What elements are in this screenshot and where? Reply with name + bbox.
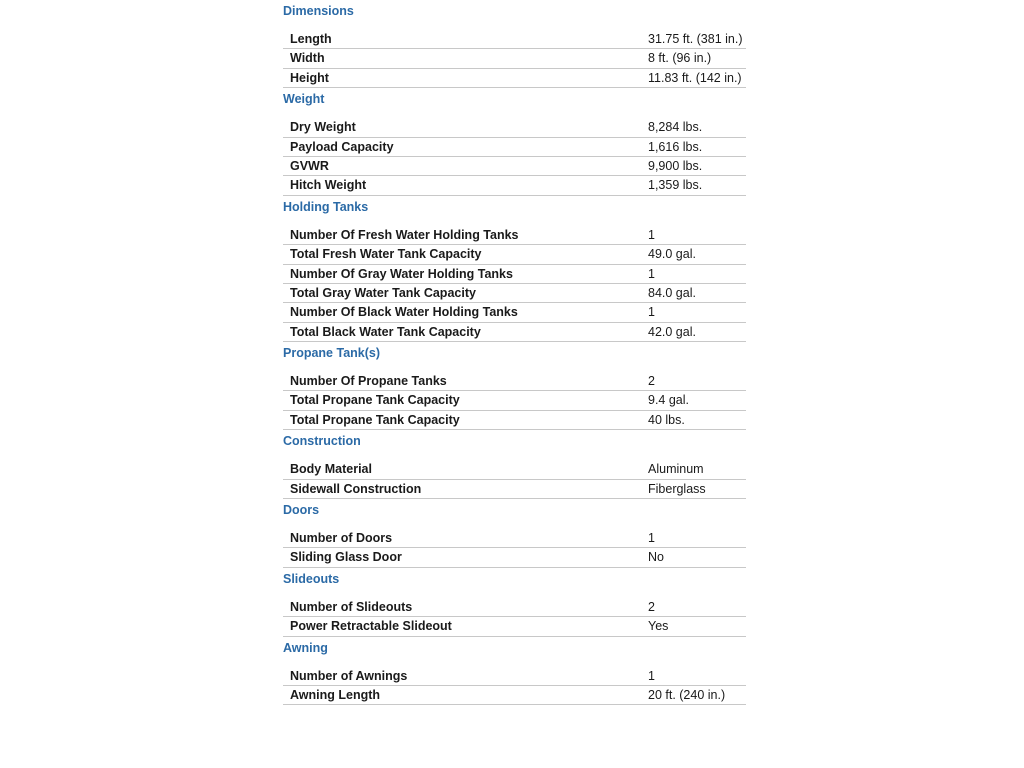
- spec-row: [283, 176, 746, 195]
- spec-value: Fiberglass: [648, 481, 706, 496]
- spec-label: Number of Slideouts: [290, 599, 413, 614]
- spec-row: [283, 460, 746, 479]
- spec-value: 42.0 gal.: [648, 324, 696, 339]
- spec-label: Number of Doors: [290, 531, 393, 546]
- spec-row: [283, 667, 746, 686]
- spec-section-awning: [283, 637, 746, 706]
- spec-label: Sliding Glass Door: [290, 550, 402, 565]
- spec-row: [283, 548, 746, 567]
- spec-row: [283, 411, 746, 430]
- spec-section-dimensions: [283, 0, 746, 88]
- spec-section-holding-tanks: [283, 196, 746, 342]
- spec-value: 1: [648, 668, 655, 683]
- spec-label: Number Of Gray Water Holding Tanks: [290, 266, 513, 281]
- spec-label: GVWR: [290, 158, 329, 173]
- spec-row: [283, 617, 746, 636]
- spec-row: [283, 686, 746, 705]
- section-heading: Slideouts: [283, 571, 340, 586]
- spec-row: [283, 245, 746, 264]
- section-heading: Propane Tank(s): [283, 346, 381, 361]
- spec-value: 9.4 gal.: [648, 393, 690, 408]
- spec-label: Total Gray Water Tank Capacity: [290, 285, 476, 300]
- spec-label: Payload Capacity: [290, 139, 394, 154]
- spec-row: [283, 323, 746, 342]
- spec-section-construction: [283, 430, 746, 499]
- spec-section-doors: [283, 499, 746, 568]
- spec-value: 1: [648, 227, 655, 242]
- spec-label: Body Material: [290, 462, 372, 477]
- spec-value: 40 lbs.: [648, 412, 685, 427]
- spec-sheet: [283, 0, 746, 705]
- spec-label: Total Propane Tank Capacity: [290, 393, 460, 408]
- spec-label: Total Fresh Water Tank Capacity: [290, 247, 482, 262]
- spec-label: Number Of Black Water Holding Tanks: [290, 305, 518, 320]
- spec-value: 2: [648, 599, 655, 614]
- spec-value: 1,359 lbs.: [648, 178, 703, 193]
- spec-label: Awning Length: [290, 687, 381, 702]
- spec-row: [283, 265, 746, 284]
- spec-value: 1: [648, 531, 655, 546]
- spec-row: [283, 157, 746, 176]
- spec-row: [283, 118, 746, 137]
- spec-row: [283, 226, 746, 245]
- spec-label: Length: [290, 32, 332, 46]
- spec-label: Hitch Weight: [290, 178, 367, 193]
- spec-label: Sidewall Construction: [290, 481, 422, 496]
- spec-value: 2: [648, 374, 655, 389]
- spec-label: Height: [290, 70, 329, 85]
- spec-section-propane-tank-s: [283, 342, 746, 430]
- spec-row: [283, 529, 746, 548]
- spec-value: 1: [648, 305, 655, 320]
- spec-value: 8,284 lbs.: [648, 120, 703, 135]
- spec-row: [283, 69, 746, 88]
- spec-label: Width: [290, 51, 325, 66]
- spec-row: [283, 598, 746, 617]
- spec-value: 20 ft. (240 in.): [648, 687, 726, 702]
- spec-row: [283, 138, 746, 157]
- spec-value: Aluminum: [648, 462, 704, 477]
- section-heading: Holding Tanks: [283, 199, 369, 214]
- spec-row: [283, 49, 746, 68]
- spec-value: 84.0 gal.: [648, 285, 696, 300]
- spec-value: 31.75 ft. (381 in.): [648, 32, 743, 46]
- spec-value: 1,616 lbs.: [648, 139, 703, 154]
- spec-label: Power Retractable Slideout: [290, 619, 452, 634]
- spec-section-weight: [283, 88, 746, 196]
- spec-label: Total Black Water Tank Capacity: [290, 324, 481, 339]
- spec-value: 49.0 gal.: [648, 247, 696, 262]
- spec-row: [283, 372, 746, 391]
- spec-value: 1: [648, 266, 655, 281]
- spec-row: [283, 391, 746, 410]
- spec-value: 8 ft. (96 in.): [648, 51, 712, 66]
- spec-value: Yes: [648, 619, 669, 634]
- section-heading: Dimensions: [283, 4, 354, 18]
- spec-label: Total Propane Tank Capacity: [290, 412, 460, 427]
- spec-row: [283, 30, 746, 49]
- spec-row: [283, 480, 746, 499]
- spec-row: [283, 284, 746, 303]
- section-heading: Awning: [283, 640, 328, 655]
- section-heading: Doors: [283, 503, 320, 518]
- spec-row: [283, 303, 746, 322]
- spec-label: Number Of Propane Tanks: [290, 374, 447, 389]
- section-heading: Weight: [283, 92, 325, 107]
- spec-value: 9,900 lbs.: [648, 158, 703, 173]
- spec-value: No: [648, 550, 664, 565]
- spec-label: Number of Awnings: [290, 668, 408, 683]
- spec-label: Number Of Fresh Water Holding Tanks: [290, 227, 519, 242]
- section-heading: Construction: [283, 434, 361, 449]
- spec-section-slideouts: [283, 568, 746, 637]
- spec-label: Dry Weight: [290, 120, 356, 135]
- spec-value: 11.83 ft. (142 in.): [648, 70, 742, 85]
